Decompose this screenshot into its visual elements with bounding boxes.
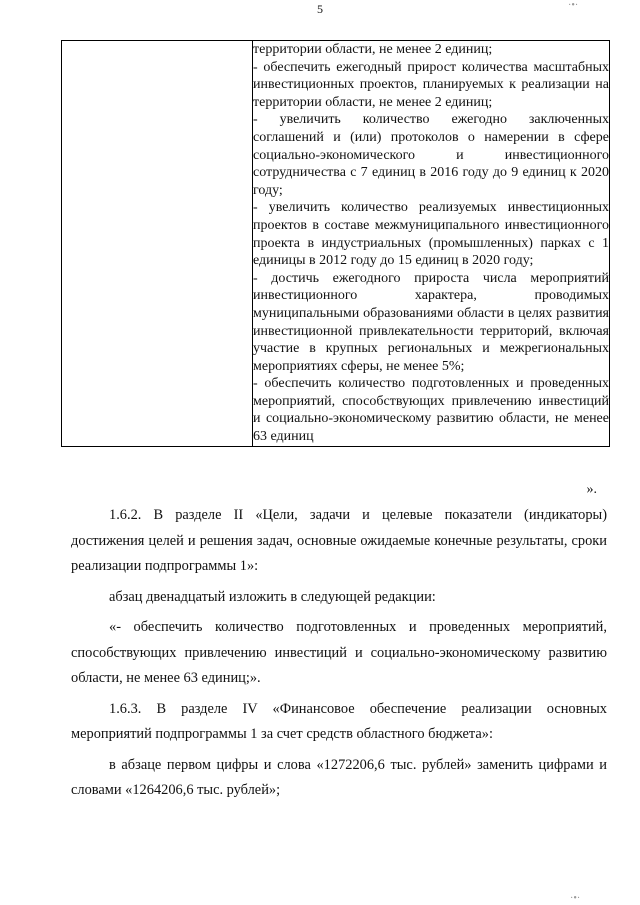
table-right-cell bbox=[253, 41, 610, 447]
closing-quote: ». bbox=[586, 482, 597, 497]
paragraph-replace: в абзаце первом цифры и слова «1272206,6 тыс. рублей» заменить цифрами и словами «1264206,6 тыс. рублей»; bbox=[71, 756, 607, 798]
document-body bbox=[71, 503, 607, 804]
scan-mark: ·•· bbox=[570, 893, 581, 904]
scan-mark: ·•· bbox=[568, 0, 579, 11]
page-number: 5 bbox=[317, 2, 323, 16]
paragraph-1-6-3: 1.6.3. В разделе IV «Финансовое обеспечение реализации основных мероприятий подпрограммы 1 за счет средств областного бюджета»: bbox=[71, 700, 607, 742]
indicator-line: - достичь ежегодного прироста числа мероприятий инвестиционного характера, проводимых муниципальными образованиями области в целях развития инвестиционной привлекательности территорий, включая участие в крупных региональных и межрегиональных мероприятиях сферы, не менее 5%; bbox=[253, 270, 609, 374]
program-table bbox=[61, 40, 610, 447]
paragraph-new-text: «- обеспечить количество подготовленных и проведенных мероприятий, способствующих привлечению инвестиций и социально-экономическому развитию области, не менее 63 единиц;». bbox=[71, 619, 607, 686]
indicator-line: - увеличить количество ежегодно заключенных соглашений и (или) протоколов о намерении в сфере социально-экономического и инвестиционного сотрудничества с 7 единиц в 2016 году до 9 единиц к 2020 году; bbox=[253, 112, 609, 198]
indicator-line: - увеличить количество реализуемых инвестиционных проектов в составе межмуниципального инвестиционного проекта в индустриальных (промышленных) парках с 1 единицы в 2012 году до 15 единиц в 2020 году; bbox=[253, 200, 609, 269]
paragraph-instruction: абзац двенадцатый изложить в следующей редакции: bbox=[109, 588, 436, 605]
indicator-line: - обеспечить количество подготовленных и проведенных мероприятий, способствующих привлечению инвестиций и социально-экономическому развитию области, не менее 63 единиц bbox=[253, 376, 609, 445]
table-left-cell bbox=[62, 41, 253, 447]
indicator-line: - обеспечить ежегодный прирост количества масштабных инвестиционных проектов, планируемых к реализации на территории области, не менее 2 единиц; bbox=[253, 59, 609, 110]
paragraph-1-6-2: 1.6.2. В разделе II «Цели, задачи и целевые показатели (индикаторы) достижения целей и решения задач, основные ожидаемые конечные результаты, сроки реализации подпрограммы 1»: bbox=[71, 507, 607, 574]
indicator-line: территории области, не менее 2 единиц; bbox=[253, 42, 493, 57]
